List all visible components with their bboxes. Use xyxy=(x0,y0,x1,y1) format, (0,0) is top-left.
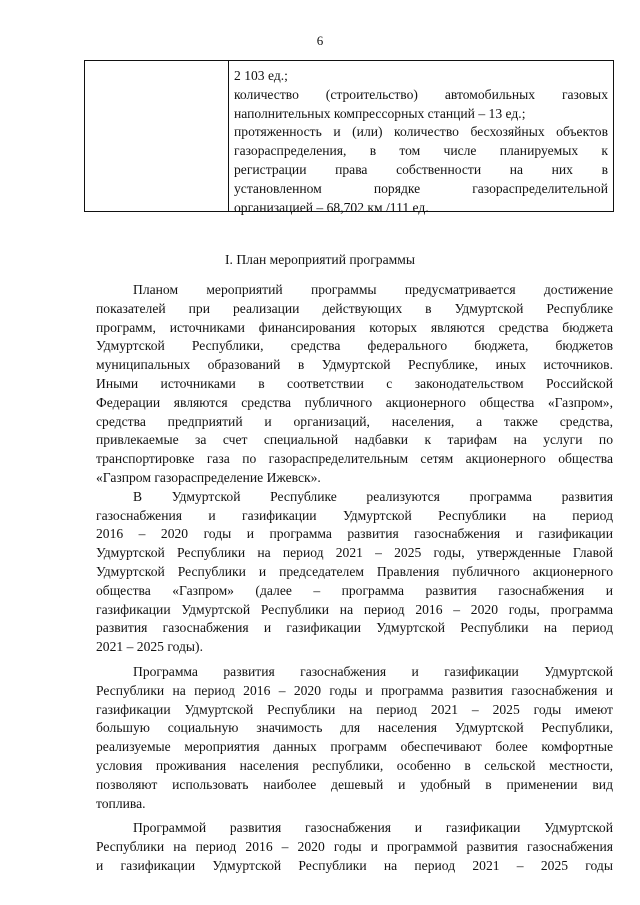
table-line: 2 103 ед.; xyxy=(234,68,288,83)
paragraph-line: Удмуртской Республики на период 2021 – 2025 годы, утвержденные Главой xyxy=(96,545,613,561)
paragraph-line: газификации Удмуртской Республики на период 2016 – 2020 годы, программа xyxy=(96,601,613,617)
table-line: организацией – 68,702 км /111 ед. xyxy=(234,199,429,215)
paragraph-line: позволяют использовать наиболее дешевый и удобный в применении вид xyxy=(96,776,613,792)
paragraph-line: муниципальных образований в Удмуртской Республике, иных источников. xyxy=(96,357,613,373)
paragraph-line: Планом мероприятий программы предусматривается достижение xyxy=(133,282,613,297)
paragraph-line: средства предприятий и организаций, населения, а также средства, xyxy=(96,413,613,429)
paragraph-line: Программой развития газоснабжения и газификации Удмуртской xyxy=(133,820,613,836)
table-cell-empty xyxy=(85,61,228,211)
paragraph-line: 2016 – 2020 годы и программа развития газоснабжения и газификации xyxy=(96,526,613,542)
table-line: газораспределения, в том числе планируемых к xyxy=(234,143,608,159)
paragraph-line: Республики на период 2016 – 2020 годы и программой развития газоснабжения xyxy=(96,839,613,855)
paragraph-line: «Газпром газораспределение Ижевск». xyxy=(96,469,321,485)
paragraph-line: и газификации Удмуртской Республики на период 2021 – 2025 годы xyxy=(96,857,613,873)
page-number: 6 xyxy=(316,33,324,48)
paragraph-line: Удмуртской Республики и председателем Правления публичного акционерного xyxy=(96,563,613,579)
paragraph-line: развития газоснабжения и газификации Удмуртской Республики на период xyxy=(96,620,613,636)
paragraph-line: программ, источниками финансирования которых являются средства бюджета xyxy=(96,319,613,335)
paragraph-line: реализуемые мероприятия данных программ обеспечивают более комфортные xyxy=(96,739,613,755)
paragraph-line: транспортировке газа по газораспределительным сетям акционерного общества xyxy=(96,451,613,467)
paragraph-line: условия проживания населения республики, особенно в сельской местности, xyxy=(96,757,613,773)
table-line: количество (строительство) автомобильных газовых xyxy=(234,86,608,102)
table-line: наполнительных компрессорных станций – 13 ед.; xyxy=(234,105,526,121)
paragraph-line: топлива. xyxy=(96,795,146,811)
table-column-divider xyxy=(228,61,229,211)
paragraph-line: показателей при реализации действующих в Удмуртской Республике xyxy=(96,300,613,316)
paragraph-line: 2021 – 2025 годы). xyxy=(96,639,203,655)
paragraph-line: Федерации являются средства публичного акционерного общества «Газпром», xyxy=(96,394,613,410)
table-cell-indicators xyxy=(234,67,608,217)
paragraph-line: газификации Удмуртской Республики на период 2021 – 2025 годы имеют xyxy=(96,701,613,717)
table-line: установленном порядке газораспределительной xyxy=(234,180,608,196)
paragraph-line: Удмуртской Республики, средства федерального бюджета, бюджетов xyxy=(96,338,613,354)
paragraph-line: большую социальную значимость для населения Удмуртской Республики, xyxy=(96,720,613,736)
table-line: регистрации права собственности на них в xyxy=(234,161,608,177)
paragraph-line: В Удмуртской Республике реализуются программа развития xyxy=(133,488,613,504)
continuation-table xyxy=(84,60,614,215)
section-heading: I. План мероприятий программы xyxy=(225,252,415,267)
paragraph-line: Республики на период 2016 – 2020 годы и программа развития газоснабжения и xyxy=(96,682,613,698)
body-text xyxy=(96,281,613,876)
paragraph-line: общества «Газпром» (далее – программа развития газоснабжения и xyxy=(96,582,613,598)
paragraph-line: газоснабжения и газификации Удмуртской Республики на период xyxy=(96,507,613,523)
paragraph-line: Иными источниками в соответствии с законодательством Российской xyxy=(96,375,613,391)
paragraph-line: привлекаемые за счет специальной надбавки к тарифам на услуги по xyxy=(96,432,613,448)
paragraph-line: Программа развития газоснабжения и газификации Удмуртской xyxy=(133,663,613,679)
table-line: протяженность и (или) количество бесхозяйных объектов xyxy=(234,124,608,140)
